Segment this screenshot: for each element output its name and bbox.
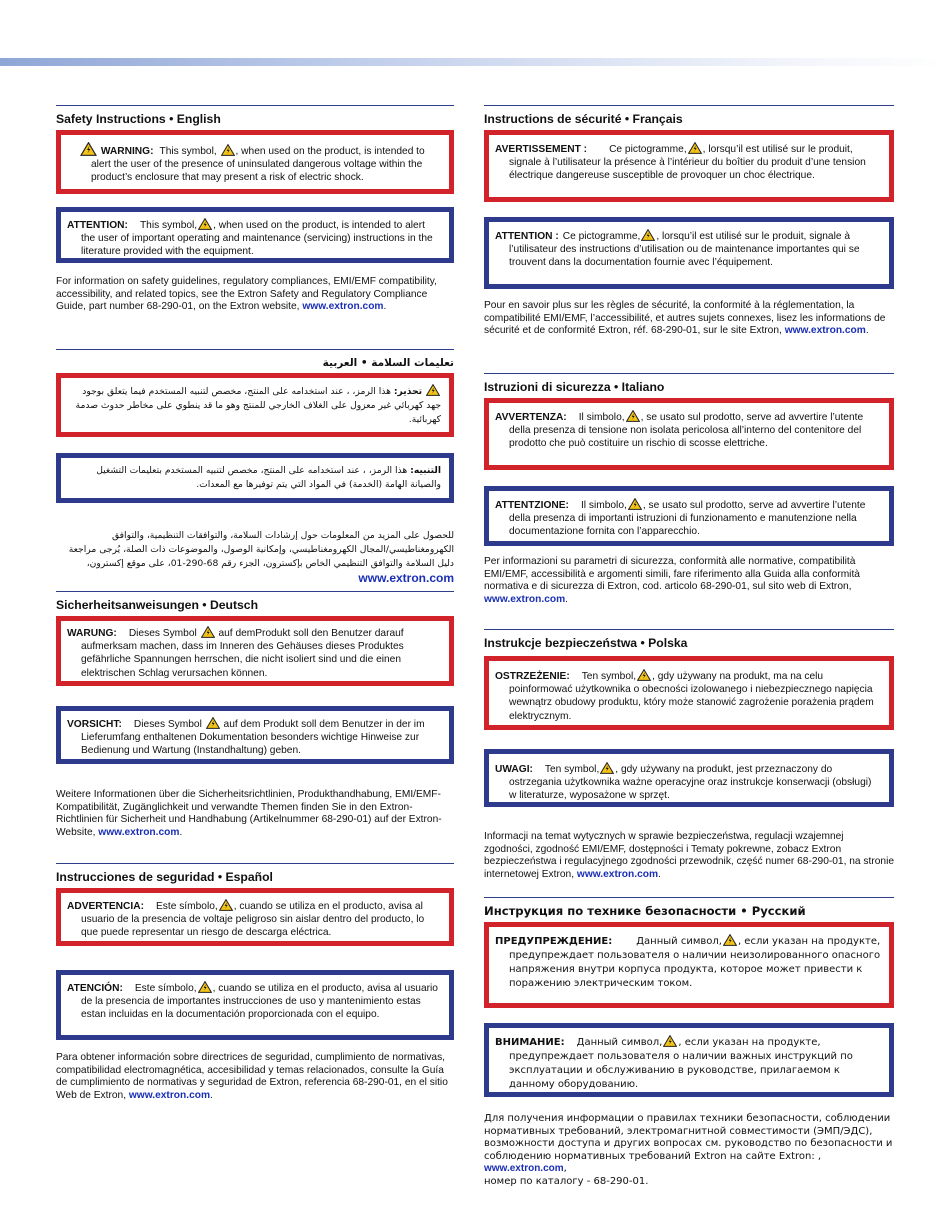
extron-website-link[interactable]: www.extron.com <box>576 868 659 880</box>
catalog-number-text: номер по каталогу - 68-290-01. <box>484 1175 649 1187</box>
warning-triangle-icon <box>201 626 215 638</box>
warning-text: , cuando se utiliza en el producto, avisa al usuario de la presencia de voltaje peligroso sin aislar dentro del producto, lo que puede representar un riesgo de descarga eléctrica. <box>81 901 425 939</box>
attention-label: UWAGI: <box>495 764 533 775</box>
warning-triangle-icon <box>723 934 737 946</box>
attention-text-pre: Il simbolo, <box>580 500 627 511</box>
warning-triangle-icon <box>688 142 702 154</box>
section-french <box>484 105 894 337</box>
warning-triangle-icon <box>426 384 440 396</box>
warning-text-pre: Il simbolo, <box>578 412 625 423</box>
header-gradient-bar <box>0 58 950 66</box>
info-paragraph <box>484 831 894 881</box>
info-paragraph <box>56 1052 454 1102</box>
warning-triangle-icon <box>198 981 212 993</box>
attention-box <box>484 749 894 807</box>
warning-label: ADVERTENCIA: <box>67 901 144 912</box>
attention-text-pre: Данный символ, <box>576 1037 663 1048</box>
info-tail: . <box>210 1089 213 1101</box>
warning-box <box>56 888 454 946</box>
extron-website-link[interactable]: www.extron.com <box>358 571 454 585</box>
section-english <box>56 105 454 313</box>
warning-text-pre: Dieses Symbol <box>128 628 197 639</box>
section-german <box>56 591 454 838</box>
section-title: Инструкция по технике безопасности • Русский <box>484 897 894 920</box>
section-title: Instrukcje bezpieczeństwa • Polska <box>484 629 894 652</box>
section-title: تعليمات السلامة • العربية <box>56 349 454 372</box>
warning-text-pre: Este símbolo, <box>155 901 218 912</box>
warning-text: , se usato sul prodotto, serve ad avvertire l’utente della presenza di tensione non isolata pericolosa all’interno del contenitore del prodotto che può costituire un rischio di scosse elettriche. <box>509 412 864 450</box>
info-paragraph <box>56 529 454 587</box>
attention-box <box>484 1023 894 1097</box>
warning-triangle-icon <box>628 498 642 510</box>
warning-label: AVVERTENZA: <box>495 412 567 423</box>
attention-label: VORSICHT: <box>67 719 122 730</box>
attention-label: التنبيه: <box>410 465 441 476</box>
warning-triangle-icon <box>637 669 651 681</box>
info-paragraph <box>484 556 894 606</box>
attention-box <box>484 217 894 289</box>
warning-text-pre: This symbol, <box>159 146 217 157</box>
warning-box <box>56 616 454 686</box>
info-text: Informacji na temat wytycznych w sprawie bezpieczeństwa, regulacji wzajemnej zgodności, zgodność EMI/EMF, dostępności i Tematy pokrewne, zobacz Extron bezpieczeństwa i regulacyjnego zgodności przewodnik, część numer 68-290-01, na stronie internetowej Extron, <box>484 831 894 880</box>
attention-box <box>56 453 454 503</box>
attention-box <box>56 207 454 263</box>
info-text: Для получения информации о правилах техники безопасности, соблюдении нормативных требований, электромагнитной совместимости (ЭМП/ЭДС), возможности доступа и других вопросах см. руководство по безопасности и соблюдению нормативных требований Extron на сайте Extron: , <box>484 1113 893 1162</box>
info-text: Weitere Informationen über die Sicherheitsrichtlinien, Produkthandhabung, EMI/EMF-Kompatibilität, Zugänglichkeit und verwandte Themen finden Sie in den Extron-Richtlinien für Sicherheit und Handhabung (Artikelnummer 68-290-01) auf der Extron-Website, <box>56 789 442 838</box>
info-text: Para obtener información sobre directrices de seguridad, cumplimiento de normativas, compatibilidad electromagnética, accesibilidad y temas relacionados, consulte la Guía de cumplimiento de normativas y seguridad de Extron, referencia 68-290-01, en el sitio Web de Extron, <box>56 1052 448 1101</box>
attention-text: , gdy używany na produkt, jest przeznaczony do ostrzegania użytkownika ważne operacyjne oraz instrukcje konserwacji (obsługi) w literaturze, wyposażone w sprzęt. <box>509 764 872 802</box>
info-text: For information on safety guidelines, regulatory compliances, EMI/EMF compatibility, accessibility, and related topics, see the Extron Safety and Regulatory Compliance Guide, part number 68-290-01, on the Extron website, <box>56 276 437 313</box>
warning-label: ПРЕДУПРЕЖДЕНИЕ: <box>495 936 613 947</box>
info-tail: . <box>383 301 387 313</box>
extron-website-link[interactable]: www.extron.com <box>484 593 566 605</box>
warning-text: , если указан на продукте, предупреждает пользователя о наличии неизолированного опасного напряжения внутри корпуса продукта, которое может привести к поражению электрическим током. <box>509 936 881 989</box>
attention-label: ВНИМАНИЕ: <box>495 1037 565 1048</box>
warning-text-pre: Данный символ, <box>636 936 722 947</box>
extron-website-link[interactable]: www.extron.com <box>128 1089 211 1101</box>
info-tail: , <box>563 1163 567 1175</box>
attention-text: هذا الرمز، ، عند استخدامه على المنتج، مخصص لتنبيه المستخدم بتعليمات التشغيل والصيانة الهامة (الخدمة) في المواد التي يتم توفيرها مع المعدات. <box>96 465 441 490</box>
extron-website-link[interactable]: www.extron.com <box>302 301 384 313</box>
warning-triangle-icon <box>206 717 220 729</box>
warning-box <box>56 373 454 437</box>
section-title: Instrucciones de seguridad • Español <box>56 863 454 886</box>
warning-box <box>484 130 894 202</box>
warning-text-pre: Ce pictogramme, <box>609 144 687 155</box>
attention-text-pre: This symbol, <box>139 220 198 231</box>
attention-text: , se usato sul prodotto, serve ad avvertire l’utente della presenza di importanti istruzioni di funzionamento e manutenzione nella documentazione fornita con l’apparecchio. <box>509 500 866 538</box>
attention-text-pre: Este símbolo, <box>134 983 197 994</box>
section-title: Istruzioni di sicurezza • Italiano <box>484 373 894 396</box>
info-tail: . <box>179 826 183 838</box>
attention-label: ATENCIÓN: <box>67 983 123 994</box>
warning-triangle-icon <box>221 144 235 156</box>
attention-text-pre: Ce pictogramme, <box>562 231 641 242</box>
info-tail: . <box>865 325 869 337</box>
section-spanish <box>56 863 454 1101</box>
attention-box <box>56 706 454 764</box>
info-paragraph <box>484 1113 894 1189</box>
section-polish <box>484 629 894 880</box>
warning-box <box>484 922 894 1008</box>
warning-label: AVERTISSEMENT : <box>495 144 588 155</box>
attention-text: , cuando se utiliza en el producto, avisa al usuario de la presencia de importantes instrucciones de uso y mantenimiento estas estan incluidas en la documentación proporcionada con el equipo. <box>81 983 438 1021</box>
info-paragraph <box>56 276 454 314</box>
attention-label: ATTENTZIONE: <box>495 500 569 511</box>
warning-text: هذا الرمز، ، عند استخدامه على المنتج، مخصص لتنبيه المستخدم فيما يتعلق بوجود جهد كهربائي غير معزول على الغلاف الخارجي للمنتج وهو ما قد ينطوي على مخاطر حدوث صدمة كهربائية. <box>75 386 441 425</box>
warning-text: , gdy używany na produkt, ma na celu poinformować użytkownika o obecności izolowanego i niebezpiecznego napięcia wewnątrz obudowy produktu, który może stanowić zagrożenie porażenia prądem elektrycznym. <box>509 671 874 722</box>
attention-text: , если указан на продукте, предупреждает пользователя о наличии важных инструкций по эксплуатации и обслуживанию в руководстве, прилагаемом к данному оборудованию. <box>509 1037 853 1090</box>
warning-text: auf demProdukt soll den Benutzer darauf aufmerksam machen, dass im Inneren des Gehäuses dieses Produktes gefährliche Spannungen herrschen, die nicht isoliert sind und die einen elektrischen Schlag verursachen können. <box>81 628 404 679</box>
attention-text: , when used on the product, is intended to alert the user of important operating and maintenance (servicing) instructions in the literature provided with the equipment. <box>81 220 433 258</box>
warning-label: WARNING: <box>100 146 154 157</box>
warning-box <box>484 656 894 730</box>
attention-box <box>484 486 894 546</box>
section-title: Instructions de sécurité • Français <box>484 105 894 128</box>
section-russian <box>484 897 894 1187</box>
section-title: Sicherheitsanweisungen • Deutsch <box>56 591 454 614</box>
info-text: للحصول على المزيد من المعلومات حول إرشادات السلامة، والتوافقات التنظيمية، والتوافق الكهرومغناطيسي/المجال الكهرومغناطيسي، وإمكانية الوصول، والموضوعات ذات الصلة، يُرجى مراجعة دليل السلامة والتوافق التنظيمي الخاص بإكسترون، الجزء رقم 68-290-01، على موقع إكسترون، <box>68 530 454 569</box>
attention-text-pre: Dieses Symbol <box>133 719 202 730</box>
warning-triangle-icon <box>198 218 212 230</box>
attention-label: ATTENTION : <box>495 231 559 242</box>
warning-triangle-icon <box>600 762 614 774</box>
info-paragraph <box>56 789 454 839</box>
info-paragraph <box>484 300 894 338</box>
warning-box <box>56 130 454 194</box>
attention-text: , lorsqu’il est utilisé sur le produit, signale à l’utilisateur des instructions d’utilisation ou de maintenance importantes qui se trouvent dans la documentation fournie avec l’équipement. <box>509 231 860 269</box>
extron-website-link[interactable]: www.extron.com <box>784 325 866 337</box>
info-text: Per informazioni su parametri di sicurezza, conformità alle normative, compatibilità EMI/EMF, accessibilità e argomenti simili, fare riferimento alla Guida alla conformità normativa e di sicurezza di Extron, cod. articolo 68-290-01, sul sito web di Extron, <box>484 556 860 593</box>
warning-text: , when used on the product, is intended to alert the user of the presence of uninsulated dangerous voltage within the product’s enclosure that may present a risk of electric shock. <box>91 146 425 184</box>
info-tail: . <box>658 868 661 880</box>
info-text: Pour en savoir plus sur les règles de sécurité, la conformité à la réglementation, la compatibilité EMI/EMF, l’accessibilité, et autres sujets connexes, lisez les informations de sécurité et de conformité Extron, réf. 68-290-01, sur le site Extron, <box>484 300 886 337</box>
info-tail: . <box>565 593 568 605</box>
attention-text-pre: Ten symbol, <box>544 764 600 775</box>
attention-label: ATTENTION: <box>67 220 128 231</box>
warning-text-pre: Ten symbol, <box>581 671 637 682</box>
extron-website-link[interactable]: www.extron.com <box>98 826 180 838</box>
warning-triangle-icon <box>641 229 655 241</box>
warning-label: WARUNG: <box>67 628 117 639</box>
warning-triangle-icon <box>80 142 97 156</box>
warning-triangle-icon <box>663 1035 677 1047</box>
warning-triangle-icon <box>219 899 233 911</box>
section-italian <box>484 373 894 605</box>
warning-text: , lorsqu’il est utilisé sur le produit, signale à l’utilisateur la présence à l’intérieur du boîtier du produit d’une tension électrique dangereuse susceptible de provoquer un choc électrique. <box>509 144 866 182</box>
warning-triangle-icon <box>626 410 640 422</box>
warning-label: OSTRZEŻENIE: <box>495 671 570 682</box>
warning-label: تحذير: <box>393 386 423 397</box>
section-arabic <box>56 349 454 585</box>
warning-box <box>484 398 894 470</box>
attention-box <box>56 970 454 1040</box>
section-title: Safety Instructions • English <box>56 105 454 128</box>
attention-text: auf dem Produkt soll dem Benutzer in der im Lieferumfang enthaltenen Dokumentation besonders wichtige Hinweise zur Bedienung und Wartung (Instandhaltung) geben. <box>81 719 425 757</box>
extron-website-link[interactable]: www.extron.com <box>484 1163 564 1175</box>
